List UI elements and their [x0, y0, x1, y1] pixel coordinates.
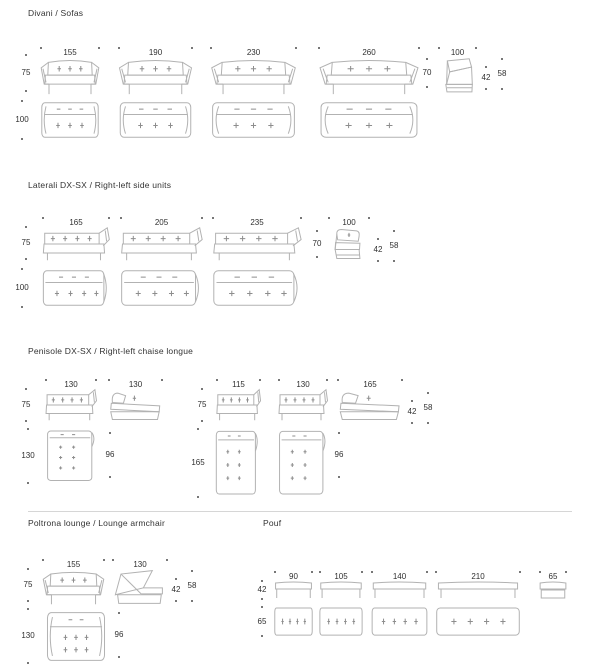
pouf-front-90 [274, 566, 313, 600]
width-dim [318, 42, 420, 57]
sofa-front-drawing [318, 56, 420, 96]
armchair-front-drawing [42, 568, 105, 606]
width-dim [438, 42, 477, 57]
height-dim-penisole-left [18, 388, 34, 422]
laterale-front-drawing [42, 226, 110, 262]
depth-value: 100 [15, 283, 29, 292]
arm-height-value: 58 [497, 69, 507, 78]
laterale-top-165 [42, 268, 110, 308]
pouf-top-105 [319, 606, 363, 637]
width-dim [337, 374, 403, 389]
laterale-top-drawing [212, 268, 302, 308]
pouf-side-drawing [539, 580, 567, 600]
height-dim-poltrona-front [20, 568, 36, 602]
seat-height-dim [480, 66, 492, 90]
pouf-front-drawing [319, 580, 363, 600]
penisola-top-130 [277, 430, 328, 496]
arm-height-dim [496, 58, 508, 90]
width-value: 155 [63, 48, 77, 57]
width-value: 65 [548, 572, 558, 581]
depth-value: 130 [21, 451, 35, 460]
width-dim [274, 566, 313, 581]
width-value: 100 [450, 48, 465, 57]
sofa-side-100 [438, 42, 477, 94]
depth-value: 100 [15, 115, 29, 124]
section-title-divani: Divani / Sofas [28, 8, 84, 18]
sofa-front-190 [118, 42, 193, 96]
width-value: 190 [148, 48, 163, 57]
arm-height-value: 58 [423, 403, 433, 412]
width-dim [212, 212, 302, 227]
seat-depth-dim-poltrona [111, 612, 127, 658]
height-dim-divani-front [18, 54, 34, 92]
seat-depth-value: 96 [114, 630, 124, 639]
depth-dim-divani-top [14, 100, 30, 140]
sofa-front-drawing [210, 56, 297, 96]
arm-height-dim [422, 392, 434, 424]
sofa-top-260 [318, 100, 420, 140]
penisola-side-130-left [108, 374, 163, 422]
width-dim [278, 374, 328, 389]
width-value: 165 [363, 380, 377, 389]
laterale-side-drawing [328, 226, 370, 264]
width-value: 130 [133, 560, 147, 569]
width-dim [210, 42, 297, 57]
pouf-top-140 [371, 606, 428, 637]
penisola-front-drawing [45, 388, 97, 422]
depth-value: 165 [191, 458, 205, 467]
pouf-top-drawing [274, 606, 313, 637]
seat-height-dim [406, 400, 418, 424]
seat-height-dim [372, 238, 384, 262]
seat-depth-value: 96 [334, 450, 344, 459]
sofa-top-230 [210, 100, 297, 140]
depth-value: 65 [257, 616, 267, 626]
width-value: 260 [362, 48, 376, 57]
sofa-top-155 [40, 100, 100, 140]
height-value: 75 [197, 400, 207, 409]
pouf-front-drawing [435, 580, 521, 600]
section-title-pouf: Pouf [263, 518, 282, 528]
laterale-front-drawing [212, 226, 302, 262]
width-value: 165 [69, 218, 83, 227]
armchair-front-155 [42, 554, 105, 606]
arm-height-value: 58 [389, 241, 399, 250]
height-value: 42 [257, 585, 267, 594]
seat-depth-value: 96 [105, 450, 115, 459]
sofa-front-drawing [118, 56, 193, 96]
sofa-top-drawing [118, 100, 193, 140]
laterale-front-drawing [120, 226, 203, 262]
laterale-top-205 [120, 268, 203, 308]
seat-height-dim [170, 578, 182, 602]
pouf-front-210 [435, 566, 521, 600]
armchair-side-130 [112, 554, 168, 606]
width-value: 155 [66, 560, 81, 569]
arm-height-value: 58 [187, 581, 197, 590]
height-value: 75 [21, 400, 31, 409]
width-value: 140 [392, 572, 407, 581]
penisola-front-drawing [216, 388, 261, 422]
sofa-top-190 [118, 100, 193, 140]
width-value: 100 [342, 218, 356, 227]
width-dim [118, 42, 193, 57]
height-value: 75 [21, 68, 31, 77]
sofa-top-drawing [40, 100, 100, 140]
sofa-front-155 [40, 42, 100, 96]
seat-arm-heights-penisole [406, 392, 434, 424]
width-dim [40, 42, 100, 57]
penisola-front-115 [216, 374, 261, 422]
chaise-side-drawing [108, 388, 163, 422]
width-value: 210 [471, 572, 485, 581]
penisola-front-drawing [278, 388, 328, 422]
height-dim-laterali-front [18, 226, 34, 260]
penisola-top-left [45, 430, 97, 482]
pouf-front-105 [319, 566, 363, 600]
sofa-front-drawing [40, 56, 100, 96]
depth-dim-penisole-right [190, 428, 206, 498]
height-dim-divani-side [419, 58, 435, 88]
width-value: 130 [296, 380, 310, 389]
seat-height-value: 42 [171, 585, 181, 594]
pouf-top-90 [274, 606, 313, 637]
seat-arm-heights-poltrona [170, 570, 198, 602]
pouf-top-drawing [319, 606, 363, 637]
width-dim [108, 374, 163, 389]
arm-height-dim [388, 230, 400, 262]
depth-dim-pouf-top [254, 606, 270, 637]
width-value: 235 [250, 218, 264, 227]
sofa-top-drawing [318, 100, 420, 140]
pouf-side-65 [539, 566, 567, 600]
width-value: 130 [128, 380, 143, 389]
penisola-top-drawing [214, 430, 260, 496]
laterale-front-205 [120, 212, 203, 262]
seat-height-value: 42 [373, 245, 383, 254]
width-dim [216, 374, 261, 389]
width-value: 130 [64, 380, 78, 389]
armchair-top-drawing [45, 610, 107, 663]
section-divider [28, 511, 572, 512]
width-dim [328, 212, 370, 227]
penisola-top-drawing [45, 430, 97, 482]
width-dim [539, 566, 567, 581]
height-dim-pouf-front [254, 580, 270, 600]
pouf-top-drawing [371, 606, 428, 637]
width-dim [120, 212, 203, 227]
depth-value: 130 [21, 631, 35, 640]
laterale-front-165 [42, 212, 110, 262]
armchair-top [45, 610, 107, 663]
penisola-front-130-left [45, 374, 97, 422]
depth-dim-poltrona-top [20, 608, 36, 664]
sofa-top-drawing [210, 100, 297, 140]
height-dim-penisole-right [194, 388, 210, 422]
height-value: 70 [312, 239, 322, 248]
width-dim [42, 212, 110, 227]
width-value: 230 [246, 48, 261, 57]
width-dim [42, 554, 105, 569]
section-title-laterali: Laterali DX-SX / Right-left side units [28, 180, 172, 190]
laterale-top-drawing [42, 268, 110, 308]
chaise-side-165 [337, 374, 403, 422]
width-dim [112, 554, 168, 569]
pouf-front-140 [371, 566, 428, 600]
height-value: 75 [23, 580, 33, 589]
sofa-front-230 [210, 42, 297, 96]
seat-arm-heights-laterali [372, 230, 400, 262]
width-value: 205 [154, 218, 169, 227]
width-value: 105 [334, 572, 348, 581]
seat-arm-heights-divani [480, 58, 508, 90]
width-value: 90 [289, 572, 298, 581]
height-dim-laterali-side [309, 230, 325, 258]
width-dim [45, 374, 97, 389]
height-value: 70 [422, 68, 432, 77]
width-dim [319, 566, 363, 581]
width-value: 115 [232, 380, 245, 389]
height-value: 75 [21, 238, 31, 247]
section-title-penisole: Penisole DX-SX / Right-left chaise longue [28, 346, 194, 356]
depth-dim-penisole-left [20, 428, 36, 484]
width-dim [371, 566, 428, 581]
pouf-top-210 [435, 606, 521, 637]
section-title-poltrona: Poltrona lounge / Lounge armchair [28, 518, 166, 528]
seat-height-value: 42 [407, 407, 417, 416]
penisola-top-115 [214, 430, 260, 496]
chaise-side-drawing [337, 388, 403, 422]
laterale-front-235 [212, 212, 302, 262]
seat-depth-dim-penisole-right [331, 432, 347, 478]
pouf-top-drawing [435, 606, 521, 637]
sofa-side-drawing [438, 56, 477, 94]
laterale-top-235 [212, 268, 302, 308]
seat-depth-dim-penisole-left [102, 432, 118, 478]
penisola-top-drawing [277, 430, 328, 496]
laterale-top-drawing [120, 268, 203, 308]
laterale-side-100 [328, 212, 370, 264]
armchair-side-drawing [112, 568, 168, 606]
width-dim [435, 566, 521, 581]
seat-height-value: 42 [481, 73, 491, 82]
penisola-front-130-right [278, 374, 328, 422]
arm-height-dim [186, 570, 198, 602]
depth-dim-laterali-top [14, 268, 30, 308]
pouf-front-drawing [371, 580, 428, 600]
sofa-front-260 [318, 42, 420, 96]
pouf-front-drawing [274, 580, 313, 600]
